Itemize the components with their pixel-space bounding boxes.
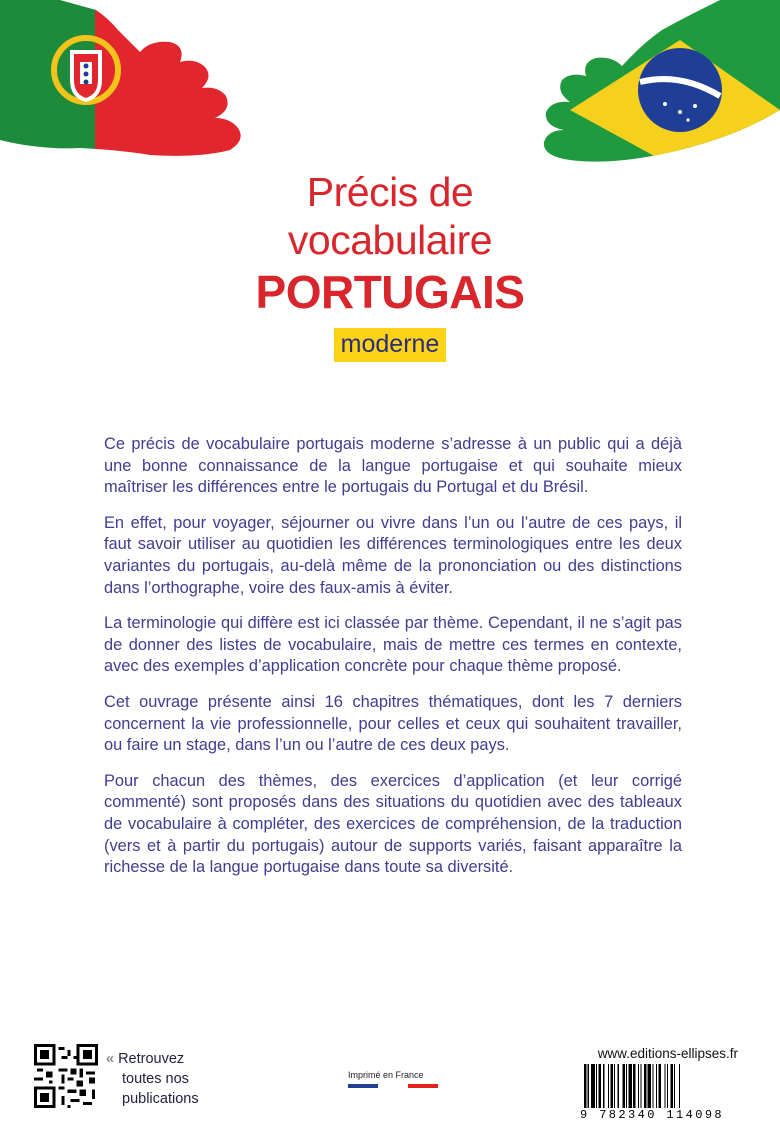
qr-code-icon[interactable] (34, 1044, 98, 1108)
title-line-3: PORTUGAIS (255, 266, 525, 318)
paragraph-4: Cet ouvrage présente ainsi 16 chapitres thématiques, dont les 7 derniers concernent la vie professionnelle, pour celles et ceux qui souhaitent travailler, ou faire un stage, dans l’un ou l’autre de ces deux pays. (104, 692, 682, 755)
chevron-left-icon: « (106, 1051, 115, 1067)
printed-in-france-label: Imprimé en France (348, 1070, 424, 1080)
title-line-2: vocabulaire (287, 217, 493, 263)
retrouvez-line-2: toutes nos (122, 1071, 189, 1087)
paragraph-3: La terminologie qui diffère est ici classée par thème. Cependant, il ne s’agit pas de donner des listes de vocabulaire, mais de mettre ces termes en contexte, avec des exemples d’application concrète pour chaque thème proposé. (104, 614, 682, 676)
publications-link[interactable] (106, 1049, 199, 1109)
back-cover-description (104, 434, 682, 893)
isbn-number: 9 782340 114098 (580, 1108, 725, 1122)
subtitle-badge: moderne (334, 328, 447, 362)
french-flag-bar (348, 1084, 438, 1088)
retrouvez-line-1: Retrouvez (118, 1051, 185, 1067)
publisher-website[interactable]: www.editions-ellipses.fr (597, 1046, 738, 1061)
title-line-1: Précis de (306, 169, 474, 215)
paragraph-2: En effet, pour voyager, séjourner ou vivre dans l’un ou l’autre de ces pays, il faut savoir utiliser au quotidien les différences terminologiques entre les deux variantes du portugais, au-delà même de la prononciation ou des distinctions dans l’orthographe, voire des faux-amis à éviter. (104, 513, 682, 597)
title-block (0, 168, 780, 362)
portugal-flag-hand-icon (0, 0, 250, 170)
brazil-flag-hand-icon (530, 0, 780, 170)
paragraph-1: Ce précis de vocabulaire portugais moderne s’adresse à un public qui a déjà une bonne connaissance de la langue portugaise et qui souhaite mieux maîtriser les différences entre le portugais du Portugal et du Brésil. (104, 435, 682, 497)
barcode-icon (580, 1064, 740, 1108)
paragraph-5: Pour chacun des thèmes, des exercices d’application (et leur corrigé commenté) sont proposés dans des situations du quotidien avec des tableaux de vocabulaire à compléter, des exercices de compréhension, de la traduction (vers et à partir du portugais) autour de supports variés, faisant apparaître la richesse de la langue portugaise dans toute sa diversité. (104, 771, 682, 877)
retrouvez-line-3: publications (122, 1091, 199, 1107)
